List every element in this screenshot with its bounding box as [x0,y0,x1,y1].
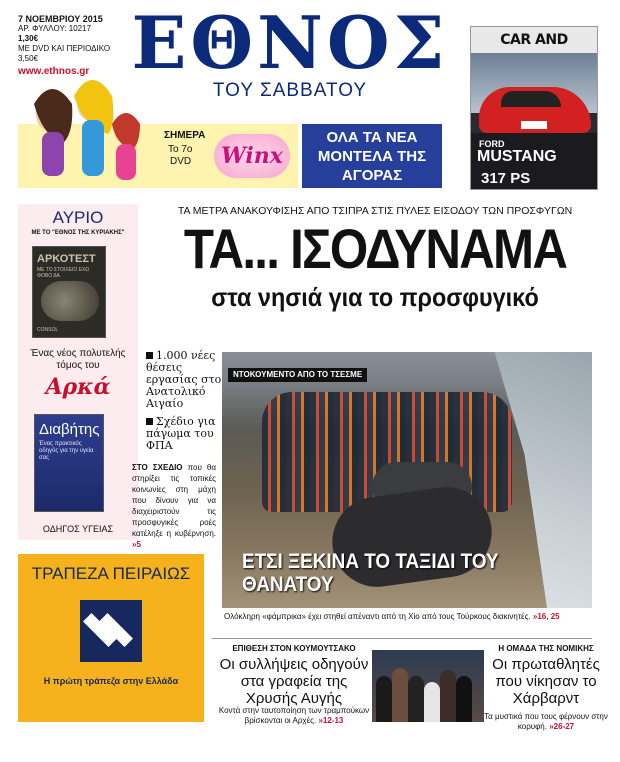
dvd-promo-line3: DVD [170,156,192,167]
photo-page-ref[interactable]: »16, 25 [532,612,560,621]
ad-slogan: Η πρώτη τράπεζα στην Ελλάδα [43,676,179,686]
lead-bullet [146,350,222,410]
bullet-square-icon [146,418,153,425]
photo-credit-text: Ολόκληρη «φάμπρικα» έχει στηθεί απέναντι από τη Χίο από τους Τούρκους διακινητές. [224,612,531,621]
newspaper-logo-subtitle: ΤΟΥ ΣΑΒΒΑΤΟΥ [212,80,368,101]
story-right-kicker: Η ΟΜΑΔΑ ΤΗΣ ΝΟΜΙΚΗΣ [498,644,594,653]
book1-caption: Ένας νέος πολυτελής τόμος του [30,348,126,371]
book1-artwork [41,281,99,321]
photo-caption: ΕΤΣΙ ΞΕΚΙΝΑ ΤΟ ΤΑΞΙΔΙ ΤΟΥ ΘΑΝΑΤΟΥ [242,550,499,596]
car-model: MUSTANG [477,148,557,165]
bundle-price: ΜΕ DVD ΚΑΙ ΠΕΡΙΟΔΙΚΟ 3,50€ [18,44,111,63]
section-divider [212,638,592,639]
story-left-headline[interactable]: Οι συλλήψεις οδηγούν στα γραφεία της Χρυσής Αυγής [219,656,369,707]
book2-subtitle: Ένας πρακτικός οδηγός για την υγεία σας [39,441,94,461]
story-right-headline[interactable]: Οι πρωταθλητές που νίκησαν το Χάρβαρντ [492,656,600,707]
students-photo[interactable] [372,650,484,722]
book1-publisher: CONSOL [37,327,59,333]
website-link[interactable]: www.ethnos.gr [18,66,90,77]
sidebar-title: ΑΥΡΙΟ [52,208,104,227]
story-right-text: Τα μυστικά που τους φέρνουν στην κορυφή. [484,712,608,731]
book-cover-diabetes[interactable] [34,414,104,512]
dvd-promo-label: ΣΗΜΕΡΑ [164,130,206,141]
magazine-title: CAR AND [471,27,597,53]
car-driver-promo[interactable] [470,26,598,190]
story-right-ref[interactable]: »26-27 [549,722,575,731]
new-models-promo[interactable]: ΟΛΑ ΤΑ ΝΕΑ ΜΟΝΤΕΛΑ ΤΗΣ ΑΓΟΡΑΣ [302,124,442,188]
book2-caption: ΟΔΗΓΟΣ ΥΓΕΙΑΣ [42,524,114,534]
lead-headline[interactable]: ΤΑ... ΙΣΟΔΥΝΑΜΑ [183,217,567,280]
car-power: 317 PS [481,170,531,187]
sidebar-subtitle: ΜΕ ΤΟ "ΕΘΝΟΣ ΤΗΣ ΚΥΡΙΑΚΗΣ" [31,230,125,236]
refugees-photo[interactable] [222,352,592,608]
book-cover-arkotest[interactable] [32,246,106,338]
story-left-text: Κοντά στην ταυτοποίηση των τραμπούκων βρίσκονται οι Αρχές. [218,706,370,725]
story-left-body [218,706,370,726]
lead-subheadline: στα νησιά για το προσφυγικό [211,282,539,312]
bullet-square-icon [146,352,153,359]
piraeus-logo-icon [80,600,142,662]
car-window [501,91,561,107]
bullet-text: Σχέδιο για πάγωμα του ΦΠΑ [146,415,216,452]
book1-title: ΑΡΚΟΤΕΣΤ [37,253,96,265]
dvd-promo[interactable] [18,124,298,188]
dvd-promo-line2: Το 7ο [168,144,193,155]
story-lead-in: ΣΤΟ ΣΧΕΔΙΟ [132,463,183,472]
photo-credit [224,612,604,621]
ad-bank-name: ΤΡΑΠΕΖΑ ΠΕΙΡΑΙΩΣ [31,564,191,583]
issue-date: 7 ΝΟΕΜΒΡΙΟΥ 2015 [18,14,103,24]
lead-story-text [132,462,216,550]
book1-author: Αρκά [45,374,111,400]
book2-title: Διαβήτης [39,421,100,438]
car-plate [521,121,547,129]
story-body: που θα στηρίξει τις τοπικές κοινωνίες στη μάχη που δίνουν για να διαχειριστούν τις προσφυγικές ροές κατέληξε η κυβέρνηση. [132,463,216,538]
book1-subtitle: ΜΕ ΤΟ ΣΤΟΙΧΕΙΟ ΕΧΩ ΦΟΒΟ ΔΑ [37,267,90,279]
story-left-kicker: ΕΠΙΘΕΣΗ ΣΤΟΝ ΚΟΥΜΟΥΤΣΑΚΟ [232,644,356,653]
story-left-ref[interactable]: »12-13 [318,716,344,725]
cartoon-figures-image [22,74,142,186]
lead-bullet [146,416,222,452]
issue-number: ΑΡ. ΦΥΛΛΟΥ: 10217 [18,24,92,33]
newspaper-logo: ΕΘΝΟΣ [131,0,449,85]
lead-kicker: ΤΑ ΜΕΤΡΑ ΑΝΑΚΟΥΦΙΣΗΣ ΑΠΟ ΤΣΙΠΡΑ ΣΤΙΣ ΠΥΛΕΣ ΕΙΣΟΔΟΥ ΤΩΝ ΠΡΟΣΦΥΓΩΝ [177,205,573,217]
photo-tag: ΝΤΟΚΟΥΜΕΝΤΟ ΑΠΟ ΤΟ ΤΣΕΣΜΕ [228,368,367,382]
story-page-ref[interactable]: »5 [132,540,141,549]
winx-logo: Winx [214,134,290,178]
story-right-body [484,712,608,732]
date-block [18,14,128,77]
piraeus-bank-ad[interactable] [18,554,204,722]
bullet-text: 1.000 νέες θέσεις εργασίας στο Ανατολικό Αιγαίο [146,349,222,410]
car-make: FORD [479,139,505,149]
price: 1,30€ [18,34,39,43]
